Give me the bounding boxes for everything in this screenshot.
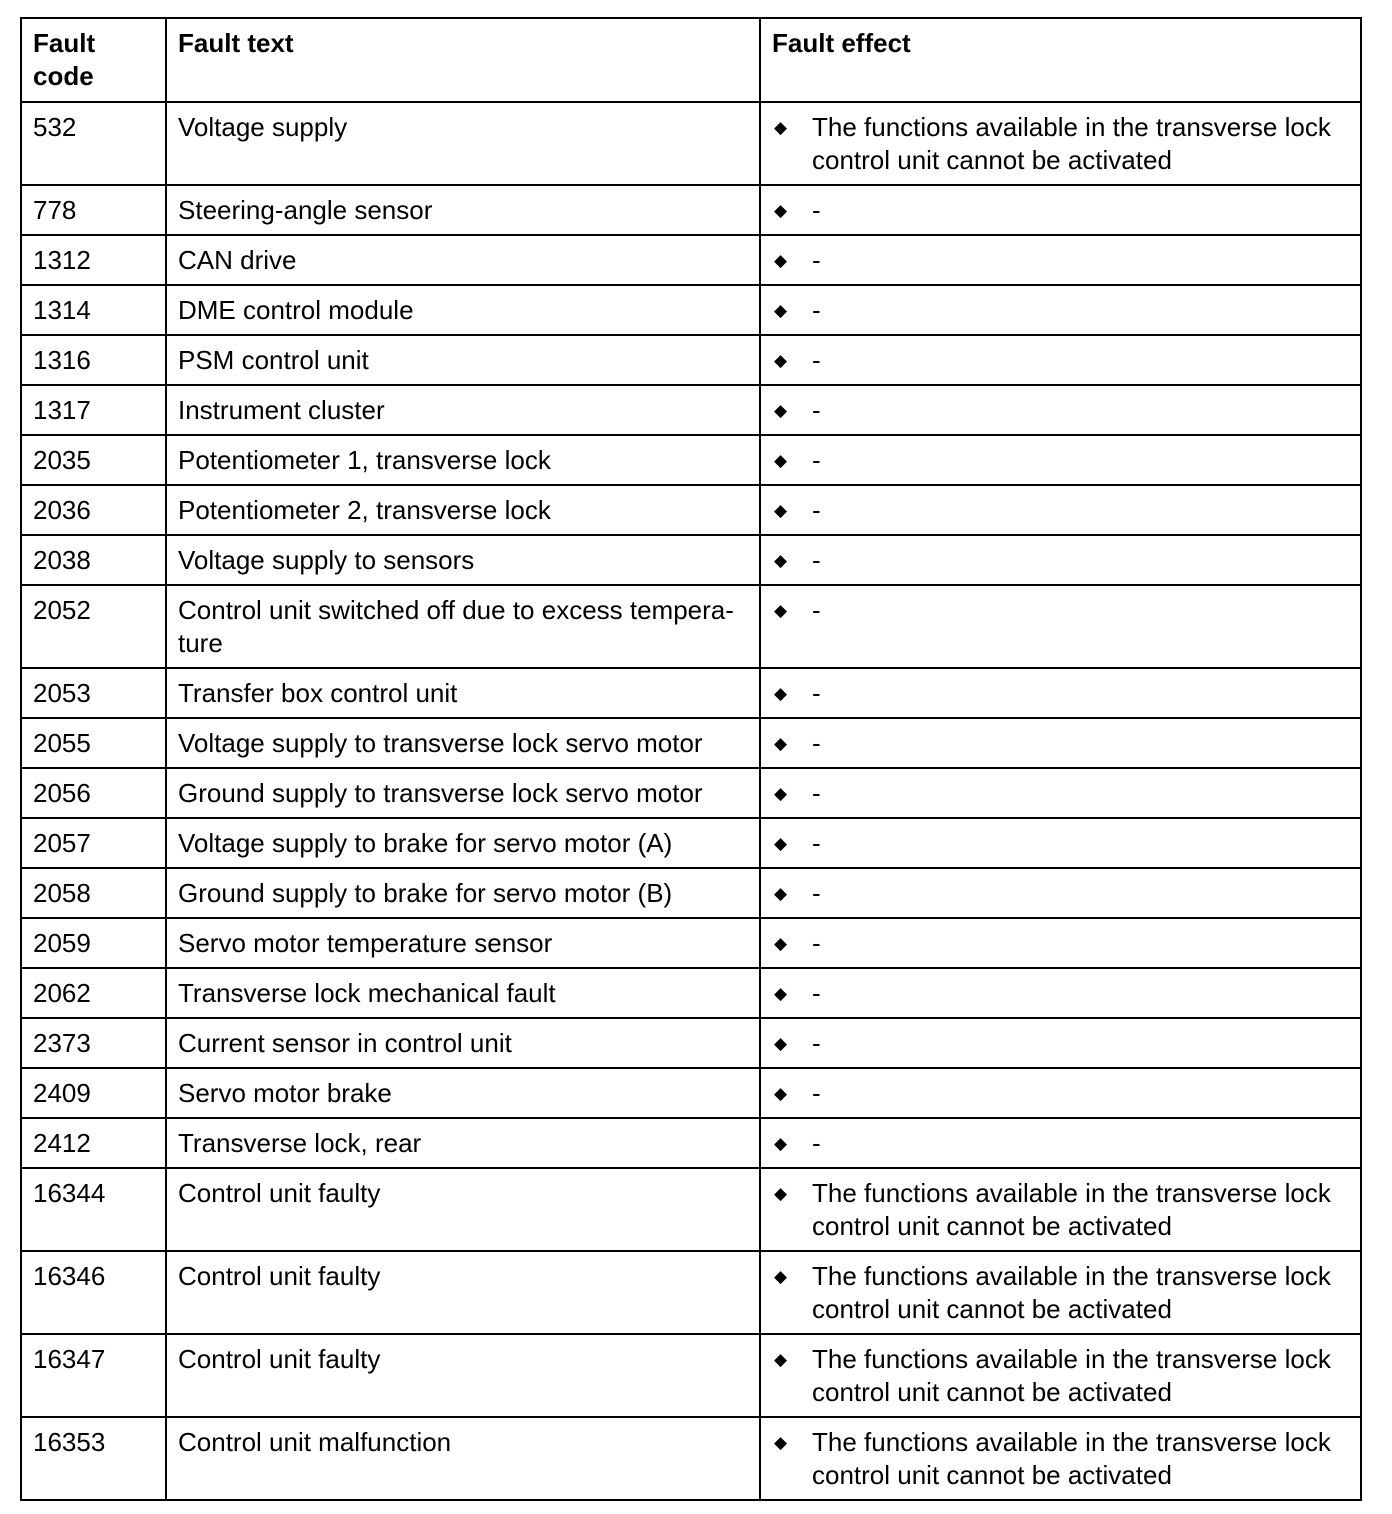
fault-effect-text: -	[812, 1028, 821, 1058]
fault-code-cell: 2373	[21, 1018, 166, 1068]
fault-effect-text: -	[812, 678, 821, 708]
fault-effect-item	[772, 1027, 1350, 1060]
fault-effect-text: -	[812, 978, 821, 1008]
fault-code-cell: 2052	[21, 585, 166, 668]
fault-code-cell: 2035	[21, 435, 166, 485]
fault-effect-item	[772, 977, 1350, 1010]
fault-text-cell: Voltage supply	[166, 102, 760, 185]
fault-effect-cell	[760, 535, 1361, 585]
fault-code-cell: 2412	[21, 1118, 166, 1168]
table-row	[21, 1168, 1361, 1251]
fault-effect-item	[772, 1177, 1350, 1243]
table-row	[21, 235, 1361, 285]
fault-code-cell: 16347	[21, 1334, 166, 1417]
table-row	[21, 185, 1361, 235]
table-row	[21, 335, 1361, 385]
fault-effect-text: The functions available in the transverse lock control unit cannot be activated	[812, 1178, 1331, 1241]
fault-effect-cell	[760, 768, 1361, 818]
fault-text-cell: Transfer box control unit	[166, 668, 760, 718]
fault-effect-cell	[760, 668, 1361, 718]
fault-effect-text: -	[812, 928, 821, 958]
fault-text-cell: Transverse lock mechanical fault	[166, 968, 760, 1018]
diamond-bullet-icon: ◆	[774, 601, 788, 620]
table-row	[21, 385, 1361, 435]
diamond-bullet-icon: ◆	[774, 118, 788, 137]
fault-effect-text: -	[812, 195, 821, 225]
table-row	[21, 718, 1361, 768]
fault-effect-text: -	[812, 1078, 821, 1108]
table-body	[21, 102, 1361, 1500]
fault-effect-cell	[760, 1018, 1361, 1068]
fault-text-cell: Voltage supply to sensors	[166, 535, 760, 585]
fault-text-cell: Ground supply to transverse lock servo motor	[166, 768, 760, 818]
fault-effect-text: -	[812, 545, 821, 575]
fault-effect-cell	[760, 585, 1361, 668]
diamond-bullet-icon: ◆	[774, 201, 788, 220]
fault-effect-item	[772, 1260, 1350, 1326]
fault-effect-cell	[760, 385, 1361, 435]
fault-effect-text: -	[812, 778, 821, 808]
fault-effect-item	[772, 727, 1350, 760]
fault-text-cell: Transverse lock, rear	[166, 1118, 760, 1168]
fault-effect-item	[772, 1426, 1350, 1492]
header-fault-code: Fault code	[21, 18, 166, 102]
diamond-bullet-icon: ◆	[774, 1184, 788, 1203]
fault-effect-text: -	[812, 345, 821, 375]
fault-effect-text: -	[812, 1128, 821, 1158]
fault-text-cell: Servo motor temperature sensor	[166, 918, 760, 968]
fault-effect-cell	[760, 1118, 1361, 1168]
fault-effect-item	[772, 927, 1350, 960]
table-row	[21, 102, 1361, 185]
fault-code-cell: 1317	[21, 385, 166, 435]
fault-effect-cell	[760, 1417, 1361, 1500]
fault-effect-text: -	[812, 728, 821, 758]
table-row	[21, 1334, 1361, 1417]
fault-effect-item	[772, 111, 1350, 177]
fault-effect-cell	[760, 918, 1361, 968]
fault-code-table	[20, 17, 1362, 1501]
table-row	[21, 1018, 1361, 1068]
fault-code-cell: 2409	[21, 1068, 166, 1118]
diamond-bullet-icon: ◆	[774, 984, 788, 1003]
diamond-bullet-icon: ◆	[774, 784, 788, 803]
fault-text-cell: Ground supply to brake for servo motor (B)	[166, 868, 760, 918]
fault-code-cell: 2056	[21, 768, 166, 818]
table-row	[21, 485, 1361, 535]
fault-text-cell: PSM control unit	[166, 335, 760, 385]
table-row	[21, 285, 1361, 335]
fault-effect-item	[772, 494, 1350, 527]
fault-text-cell: CAN drive	[166, 235, 760, 285]
diamond-bullet-icon: ◆	[774, 351, 788, 370]
fault-text-cell: DME control module	[166, 285, 760, 335]
fault-effect-item	[772, 1343, 1350, 1409]
fault-effect-cell	[760, 102, 1361, 185]
fault-text-cell: Steering-angle sensor	[166, 185, 760, 235]
table-row	[21, 868, 1361, 918]
table-row	[21, 768, 1361, 818]
fault-effect-text: -	[812, 828, 821, 858]
fault-effect-text: -	[812, 595, 821, 625]
table-row	[21, 435, 1361, 485]
fault-effect-item	[772, 194, 1350, 227]
diamond-bullet-icon: ◆	[774, 1034, 788, 1053]
table-row	[21, 585, 1361, 668]
fault-code-cell: 2038	[21, 535, 166, 585]
diamond-bullet-icon: ◆	[774, 834, 788, 853]
fault-effect-item	[772, 294, 1350, 327]
table-row	[21, 1118, 1361, 1168]
diamond-bullet-icon: ◆	[774, 451, 788, 470]
fault-code-cell: 2062	[21, 968, 166, 1018]
fault-effect-text: The functions available in the transverse lock control unit cannot be activated	[812, 1427, 1331, 1490]
fault-code-cell: 16344	[21, 1168, 166, 1251]
fault-effect-item	[772, 827, 1350, 860]
fault-effect-cell	[760, 235, 1361, 285]
fault-effect-item	[772, 444, 1350, 477]
fault-code-cell: 1316	[21, 335, 166, 385]
diamond-bullet-icon: ◆	[774, 1084, 788, 1103]
fault-code-cell: 16346	[21, 1251, 166, 1334]
fault-effect-cell	[760, 718, 1361, 768]
fault-effect-item	[772, 1077, 1350, 1110]
fault-effect-cell	[760, 868, 1361, 918]
fault-text-cell: Voltage supply to transverse lock servo motor	[166, 718, 760, 768]
fault-effect-cell	[760, 1068, 1361, 1118]
fault-effect-item	[772, 344, 1350, 377]
fault-code-cell: 1314	[21, 285, 166, 335]
fault-code-cell: 2057	[21, 818, 166, 868]
fault-text-cell: Control unit faulty	[166, 1168, 760, 1251]
fault-effect-item	[772, 777, 1350, 810]
fault-code-cell: 2059	[21, 918, 166, 968]
table-row	[21, 968, 1361, 1018]
diamond-bullet-icon: ◆	[774, 684, 788, 703]
header-fault-text: Fault text	[166, 18, 760, 102]
diamond-bullet-icon: ◆	[774, 1134, 788, 1153]
fault-effect-text: -	[812, 395, 821, 425]
fault-effect-text: The functions available in the transverse lock control unit cannot be activated	[812, 1344, 1331, 1407]
fault-text-cell: Control unit faulty	[166, 1334, 760, 1417]
fault-effect-item	[772, 394, 1350, 427]
fault-effect-text: -	[812, 878, 821, 908]
fault-code-cell: 1312	[21, 235, 166, 285]
fault-code-cell: 2053	[21, 668, 166, 718]
fault-text-cell: Servo motor brake	[166, 1068, 760, 1118]
diamond-bullet-icon: ◆	[774, 1350, 788, 1369]
diamond-bullet-icon: ◆	[774, 734, 788, 753]
diamond-bullet-icon: ◆	[774, 934, 788, 953]
fault-text-cell: Control unit malfunction	[166, 1417, 760, 1500]
fault-effect-cell	[760, 818, 1361, 868]
diamond-bullet-icon: ◆	[774, 401, 788, 420]
diamond-bullet-icon: ◆	[774, 884, 788, 903]
diamond-bullet-icon: ◆	[774, 501, 788, 520]
diamond-bullet-icon: ◆	[774, 251, 788, 270]
fault-effect-cell	[760, 1334, 1361, 1417]
fault-effect-item	[772, 594, 1350, 627]
diamond-bullet-icon: ◆	[774, 301, 788, 320]
fault-text-cell: Voltage supply to brake for servo motor (A)	[166, 818, 760, 868]
fault-effect-cell	[760, 335, 1361, 385]
fault-effect-text: -	[812, 445, 821, 475]
fault-text-cell: Control unit faulty	[166, 1251, 760, 1334]
fault-text-cell: Potentiometer 1, transverse lock	[166, 435, 760, 485]
fault-effect-item	[772, 1127, 1350, 1160]
fault-effect-text: -	[812, 295, 821, 325]
fault-code-cell: 2036	[21, 485, 166, 535]
table-row	[21, 1068, 1361, 1118]
fault-text-cell: Instrument cluster	[166, 385, 760, 435]
fault-code-cell: 2058	[21, 868, 166, 918]
table-row	[21, 1417, 1361, 1500]
fault-effect-cell	[760, 1251, 1361, 1334]
table-header-row	[21, 18, 1361, 102]
fault-text-cell: Control unit switched off due to excess tempera-ture	[166, 585, 760, 668]
fault-effect-item	[772, 877, 1350, 910]
fault-effect-text: -	[812, 245, 821, 275]
fault-effect-cell	[760, 185, 1361, 235]
fault-effect-cell	[760, 435, 1361, 485]
fault-effect-cell	[760, 485, 1361, 535]
fault-text-cell: Potentiometer 2, transverse lock	[166, 485, 760, 535]
fault-effect-item	[772, 677, 1350, 710]
fault-effect-item	[772, 244, 1350, 277]
diamond-bullet-icon: ◆	[774, 1433, 788, 1452]
fault-code-cell: 16353	[21, 1417, 166, 1500]
fault-code-cell: 778	[21, 185, 166, 235]
fault-effect-cell	[760, 968, 1361, 1018]
diamond-bullet-icon: ◆	[774, 1267, 788, 1286]
table-row	[21, 535, 1361, 585]
table-row	[21, 1251, 1361, 1334]
fault-effect-cell	[760, 285, 1361, 335]
header-fault-effect: Fault effect	[760, 18, 1361, 102]
fault-code-cell: 2055	[21, 718, 166, 768]
fault-effect-text: -	[812, 495, 821, 525]
fault-text-cell: Current sensor in control unit	[166, 1018, 760, 1068]
diamond-bullet-icon: ◆	[774, 551, 788, 570]
fault-effect-item	[772, 544, 1350, 577]
fault-effect-text: The functions available in the transverse lock control unit cannot be activated	[812, 112, 1331, 175]
table-row	[21, 668, 1361, 718]
table-row	[21, 918, 1361, 968]
table-row	[21, 818, 1361, 868]
fault-code-cell: 532	[21, 102, 166, 185]
fault-effect-text: The functions available in the transverse lock control unit cannot be activated	[812, 1261, 1331, 1324]
fault-effect-cell	[760, 1168, 1361, 1251]
